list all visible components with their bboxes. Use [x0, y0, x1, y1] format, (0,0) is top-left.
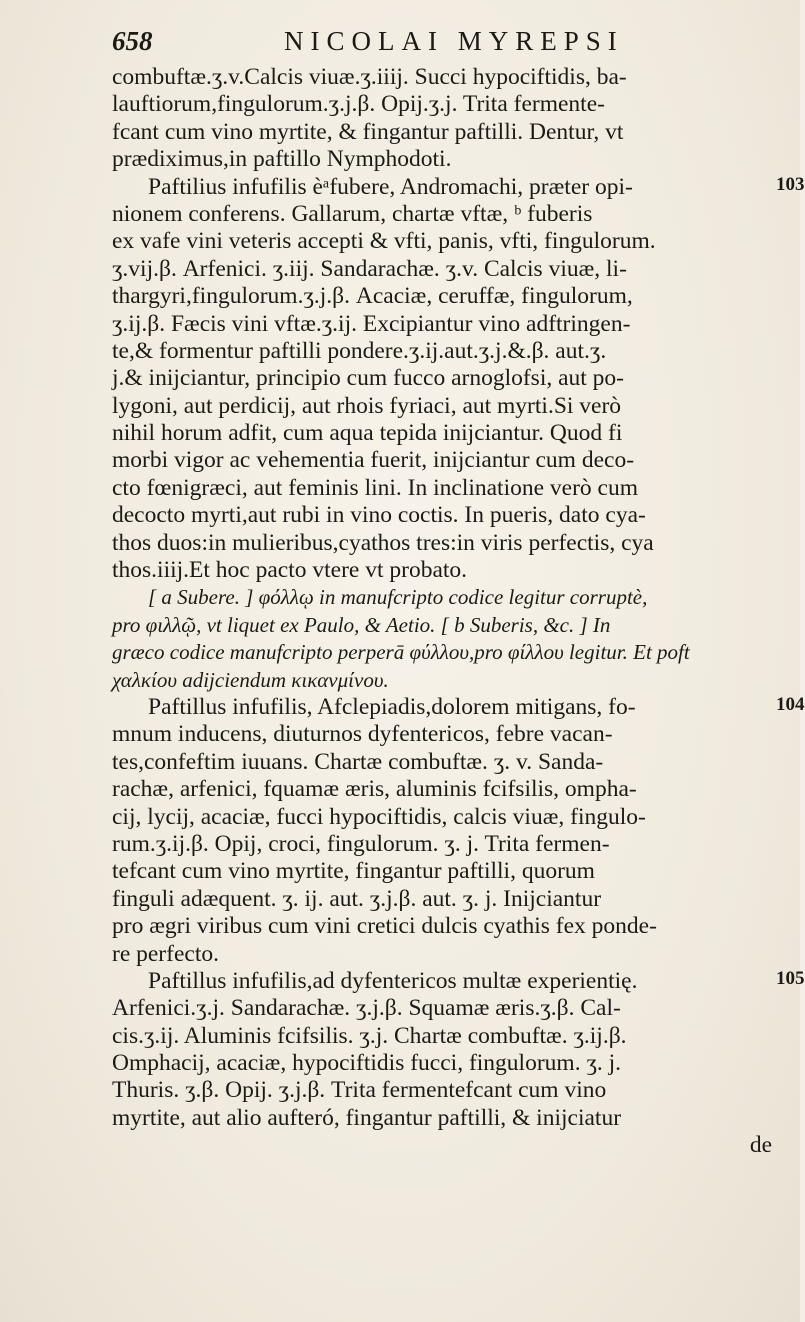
- text-line: pro ægri viribus cum vini cretici dulcis cyathis fex ponde-: [112, 913, 657, 940]
- text-line: Arfenici.ʒ.j. Sandarachæ. ʒ.j.β. Squamæ æris.ʒ.β. Cal-: [112, 995, 621, 1022]
- text-line: cij, lycij, acaciæ, fucci hypociftidis, calcis viuæ, fingulo-: [112, 803, 646, 830]
- text-line: nihil horum adfit, cum aqua tepida inijciantur. Quod fi: [112, 420, 623, 447]
- text-line: Paftilius infufilis èᵃfubere, Andromachi, præter opi-: [148, 173, 633, 200]
- running-title: NICOLAI MYREPSI: [284, 26, 624, 56]
- text-line: thos duos:in mulieribus,cyathos tres:in viris perfectis, cya: [112, 529, 654, 556]
- text-line: fcant cum vino myrtite, & fingantur paftilli. Dentur, vt: [112, 118, 624, 145]
- text-line: Paftillus infufilis, Afclepiadis,dolorem mitigans, fo-: [148, 693, 636, 720]
- margin-number: 105: [776, 968, 805, 990]
- text-line: thargyri,fingulorum.ʒ.j.β. Acaciæ, ceruffæ, fingulorum,: [112, 283, 633, 310]
- text-line: lygoni, aut perdicij, aut rhois fyriaci, aut myrti.Si verò: [112, 392, 622, 419]
- page-number: 658: [112, 26, 153, 56]
- footnote-line: χαλκίου adijciendum κικανμίνου.: [112, 667, 389, 692]
- text-line: re perfecto.: [112, 940, 219, 967]
- catchword: de: [749, 1132, 772, 1159]
- text-line: nionem conferens. Gallarum, chartæ vftæ, ᵇ fuberis: [112, 200, 593, 227]
- text-line: ʒ.ij.β. Fæcis vini vftæ.ʒ.ij. Excipiantur vino adftringen-: [112, 310, 631, 337]
- text-line: morbi vigor ac vehementia fuerit, inijciantur cum deco-: [112, 447, 635, 474]
- text-line: cto fœnigræci, aut feminis lini. In inclinatione verò cum: [112, 474, 639, 501]
- footnote-line: [ a Subere. ] φόλλῳ in manufcripto codice legitur corruptè,: [148, 585, 648, 610]
- footnote-line: pro φιλλῷ, vt liquet ex Paulo, & Aetio. [ b Suberis, &c. ] In: [112, 612, 611, 637]
- margin-number: 103: [776, 173, 805, 195]
- footnote-line: græco codice manufcripto perperā φύλλου,pro φίλλου legitur. Et poft: [112, 640, 690, 665]
- text-line: j.& inijciantur, principio cum fucco arnoglofsi, aut po-: [112, 365, 625, 392]
- text-line: myrtite, aut alio aufteró, fingantur paftilli, & inijciatur: [112, 1104, 622, 1131]
- text-line: rum.ʒ.ij.β. Opij, croci, fingulorum. ʒ. j. Trita fermen-: [112, 830, 610, 857]
- text-line: lauftiorum,fingulorum.ʒ.j.β. Opij.ʒ.j. Trita fermente-: [112, 91, 605, 118]
- text-line: mnum inducens, diuturnos dyfentericos, febre vacan-: [112, 721, 613, 748]
- text-line: ʒ.vij.β. Arfenici. ʒ.iij. Sandarachæ. ʒ.v. Calcis viuæ, li-: [112, 255, 627, 282]
- text-line: cis.ʒ.ij. Aluminis fcifsilis. ʒ.j. Chartæ combuftæ. ʒ.ij.β.: [112, 1022, 627, 1049]
- text-line: tefcant cum vino myrtite, fingantur paftilli, quorum: [112, 858, 595, 885]
- text-line: rachæ, arfenici, fquamæ æris, aluminis fcifsilis, ompha-: [112, 776, 637, 803]
- text-line: finguli adæquent. ʒ. ij. aut. ʒ.j.β. aut. ʒ. j. Inijciantur: [112, 885, 602, 912]
- text-line: combuftæ.ʒ.v.Calcis viuæ.ʒ.iiij. Succi hypociftidis, ba-: [112, 64, 627, 90]
- page-header: [112, 26, 752, 60]
- text-line: te,& formentur paftilli pondere.ʒ.ij.aut.ʒ.j.&.β. aut.ʒ.: [112, 337, 607, 364]
- text-line: prædiximus,in paftillo Nymphodoti.: [112, 146, 452, 173]
- text-line: Omphacij, acaciæ, hypociftidis fucci, fingulorum. ʒ. j.: [112, 1050, 622, 1077]
- margin-number: 104: [776, 694, 805, 716]
- text-line: Thuris. ʒ.β. Opij. ʒ.j.β. Trita fermentefcant cum vino: [112, 1077, 607, 1104]
- text-line: tes,confeftim iuuans. Chartæ combuftæ. ʒ. v. Sanda-: [112, 748, 604, 775]
- text-line: ex vafe vini veteris accepti & vfti, panis, vfti, fingulorum.: [112, 228, 656, 255]
- body-text: [112, 64, 772, 1160]
- text-line: thos.iiij.Et hoc pacto vtere vt probato.: [112, 557, 468, 584]
- text-line: decocto myrti,aut rubi in vino coctis. In pueris, dato cya-: [112, 502, 646, 529]
- text-line: Paftillus infufilis,ad dyfentericos multæ experientię.: [148, 967, 638, 994]
